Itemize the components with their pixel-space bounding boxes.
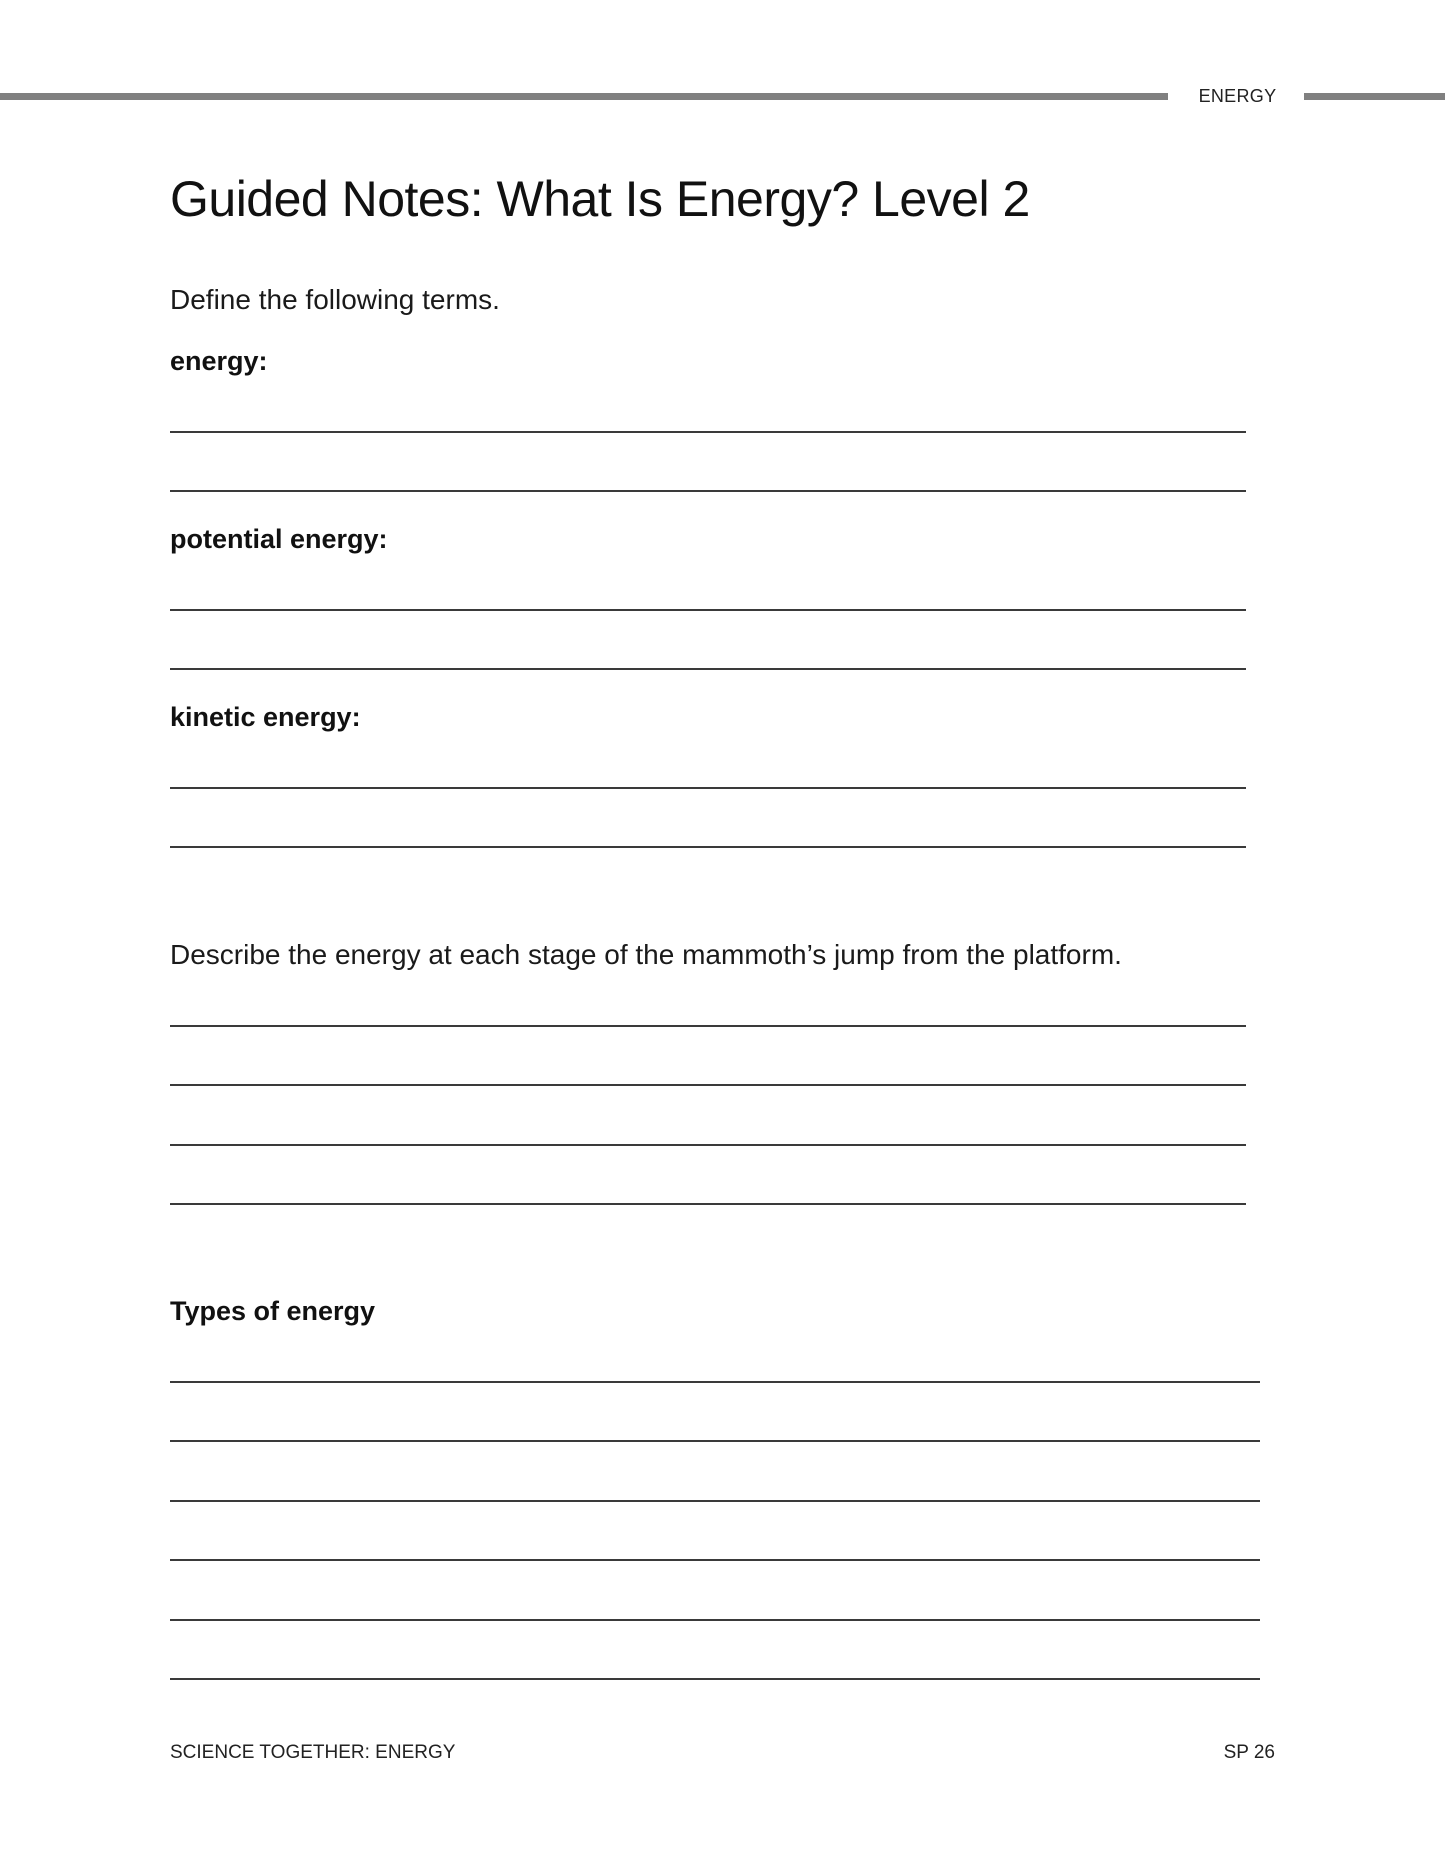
answer-line-types-3[interactable] — [170, 1500, 1260, 1502]
answer-line-describe-1[interactable] — [170, 1025, 1246, 1027]
term-label-energy: energy: — [170, 346, 268, 376]
definitions-instruction: Define the following terms. — [170, 284, 500, 315]
section-label: ENERGY — [1198, 86, 1277, 106]
answer-line-kinetic-energy-2[interactable] — [170, 846, 1246, 848]
answer-line-types-2[interactable] — [170, 1440, 1260, 1442]
answer-line-potential-energy-2[interactable] — [170, 668, 1246, 670]
header-rule-right — [1304, 93, 1445, 100]
answer-line-describe-2[interactable] — [170, 1084, 1246, 1086]
types-heading: Types of energy — [170, 1296, 376, 1326]
answer-line-types-4[interactable] — [170, 1559, 1260, 1561]
answer-line-kinetic-energy-1[interactable] — [170, 787, 1246, 789]
answer-line-types-6[interactable] — [170, 1678, 1260, 1680]
footer-page-number: SP 26 — [1223, 1742, 1275, 1763]
answer-line-describe-4[interactable] — [170, 1203, 1246, 1205]
term-label-kinetic-energy: kinetic energy: — [170, 702, 361, 732]
answer-line-potential-energy-1[interactable] — [170, 609, 1246, 611]
answer-line-energy-2[interactable] — [170, 490, 1246, 492]
describe-prompt: Describe the energy at each stage of the mammoth’s jump from the platform. — [170, 939, 1122, 970]
term-label-potential-energy: potential energy: — [170, 524, 388, 554]
footer-book-title: SCIENCE TOGETHER: ENERGY — [170, 1742, 456, 1763]
answer-line-energy-1[interactable] — [170, 431, 1246, 433]
answer-line-types-1[interactable] — [170, 1381, 1260, 1383]
header-rule-left — [0, 93, 1168, 100]
page-title: Guided Notes: What Is Energy? Level 2 — [170, 171, 1030, 227]
answer-line-types-5[interactable] — [170, 1619, 1260, 1621]
answer-line-describe-3[interactable] — [170, 1144, 1246, 1146]
